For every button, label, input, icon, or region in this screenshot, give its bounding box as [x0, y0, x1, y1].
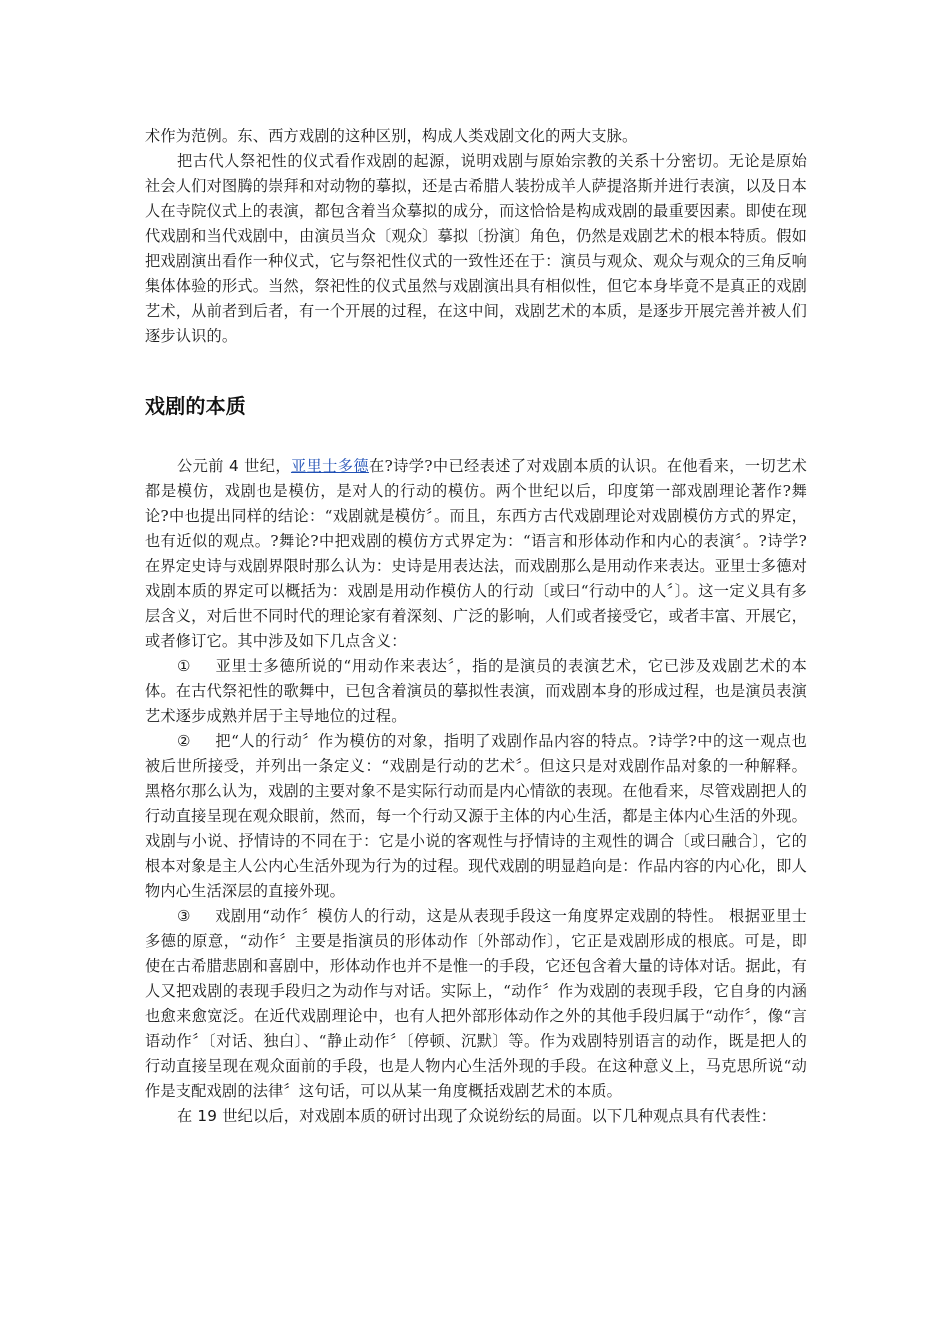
text-before-century: 公元前: [177, 457, 224, 475]
item-text: 把“人的行动〞作为模仿的对象，指明了戏剧作品内容的特点。?诗学?中的这一观点也被后世所接受，并列出一条定义：“戏剧是行动的艺术〞。但这只是对戏剧作品对象的一种解释。黑格尔那么认为，戏剧的主要对象不是实际行动而是内心情欲的表现。在他看来，尽管戏剧把人的行动直接呈现在观众眼前，然而，每一个行动又源于主体的内心生活，都是主体内心生活的外现。戏剧与小说、抒情诗的不同在于：它是小说的客观性与抒情诗的主观性的调合〔或曰融合〕，它的根本对象是主人公内心生活外现为行为的过程。现代戏剧的明显趋向是：作品内容的内心化，即人物内心生活深层的直接外现。: [145, 732, 807, 900]
item-marker: ①: [177, 657, 191, 675]
item-text: 戏剧用“动作〞模仿人的行动，这是从表现手段这一角度界定戏剧的特性。 根据亚里士多德的原意，“动作〞主要是指演员的形体动作〔外部动作〕，它正是戏剧形成的根底。可是，即使在古希腊悲剧和喜剧中，形体动作也并不是惟一的手段，它还包含着大量的诗体对话。据此，有人又把戏剧的表现手段归之为动作与对话。实际上，“动作〞作为戏剧的表现手段，它自身的内涵也愈来愈宽泛。在近代戏剧理论中，也有人把外部形体动作之外的其他手段归属于“动作〞，像“言语动作〞〔对话、独白〕、“静止动作〞〔停顿、沉默〕等。作为戏剧特别语言的动作，既是把人的行动直接呈现在观众面前的手段，也是人物内心生活外现的手段。在这种意义上，马克思所说“动作是支配戏剧的法律〞这句话，可以从某一角度概括戏剧艺术的本质。: [145, 907, 807, 1100]
list-item-3: [145, 904, 807, 1104]
item-text: 亚里士多德所说的“用动作来表达〞，指的是演员的表演艺术，它已涉及戏剧艺术的本体。在古代祭祀性的歌舞中，已包含着演员的摹拟性表演，而戏剧本身的形成过程，也是演员表演艺术逐步成熟并居于主导地位的过程。: [145, 657, 807, 725]
item-marker: ③: [177, 907, 191, 925]
paragraph-aristotle-body: 在?诗学?中已经表述了对戏剧本质的认识。在他看来，一切艺术都是模仿，戏剧也是模仿，是对人的行动的模仿。两个世纪以后，印度第一部戏剧理论著作?舞论?中也提出同样的结论：“戏剧就是模仿〞。而且，东西方古代戏剧理论对戏剧模仿方式的界定，也有近似的观点。?舞论?中把戏剧的模仿方式界定为：“语言和形体动作和内心的表演〞。?诗学?在界定史诗与戏剧界限时那么认为：史诗是用表达法，而戏剧那么是用动作来表达。亚里士多德对戏剧本质的界定可以概括为：戏剧是用动作模仿人的行动〔或曰“行动中的人〞〕。这一定义具有多层含义，对后世不同时代的理论家有着深刻、广泛的影响，人们或者接受它，或者丰富、开展它，或者修订它。其中涉及如下几点含义：: [145, 457, 808, 650]
section-heading: 戏剧的本质: [145, 394, 246, 418]
paragraph-ritual-origin: 把古代人祭祀性的仪式看作戏剧的起源，说明戏剧与原始宗教的关系十分密切。无论是原始社会人们对图腾的崇拜和对动物的摹拟，还是古希腊人装扮成羊人萨提洛斯并进行表演，以及日本人在寺院仪式上的表演，都包含着当众摹拟的成分，而这恰恰是构成戏剧的最重要因素。即使在现代戏剧和当代戏剧中，由演员当众〔观众〕摹拟〔扮演〕角色，仍然是戏剧艺术的根本特质。假如把戏剧演出看作一种仪式，它与祭祀性仪式的一致性还在于：演员与观众、观众与观众的三角反响集体体验的形式。当然，祭祀性的仪式虽然与戏剧演出具有相似性，但它本身毕竟不是真正的戏剧艺术，从前者到后者，有一个开展的过程，在这中间，戏剧艺术的本质，是逐步开展完善并被人们逐步认识的。: [145, 152, 807, 345]
century-number: 4: [229, 457, 239, 475]
list-item-1: [145, 654, 807, 729]
list-item-2: [145, 729, 807, 904]
century-number: 19: [197, 1107, 218, 1125]
paragraph-continuation: 术作为范例。东、西方戏剧的这种区别，构成人类戏剧文化的两大支脉。: [145, 127, 638, 145]
item-marker: ②: [177, 732, 191, 750]
paragraph-19th-century: [145, 1104, 807, 1129]
paragraph-aristotle: [145, 454, 807, 654]
text-century: 世纪，: [244, 457, 291, 475]
paragraph-19th-body: 世纪以后，对戏剧本质的研讨出现了众说纷纭的局面。以下几种观点具有代表性：: [222, 1107, 777, 1125]
text-before-century: 在: [177, 1107, 193, 1125]
aristotle-link[interactable]: 亚里士多德: [290, 457, 369, 475]
document-page: [145, 124, 807, 1129]
